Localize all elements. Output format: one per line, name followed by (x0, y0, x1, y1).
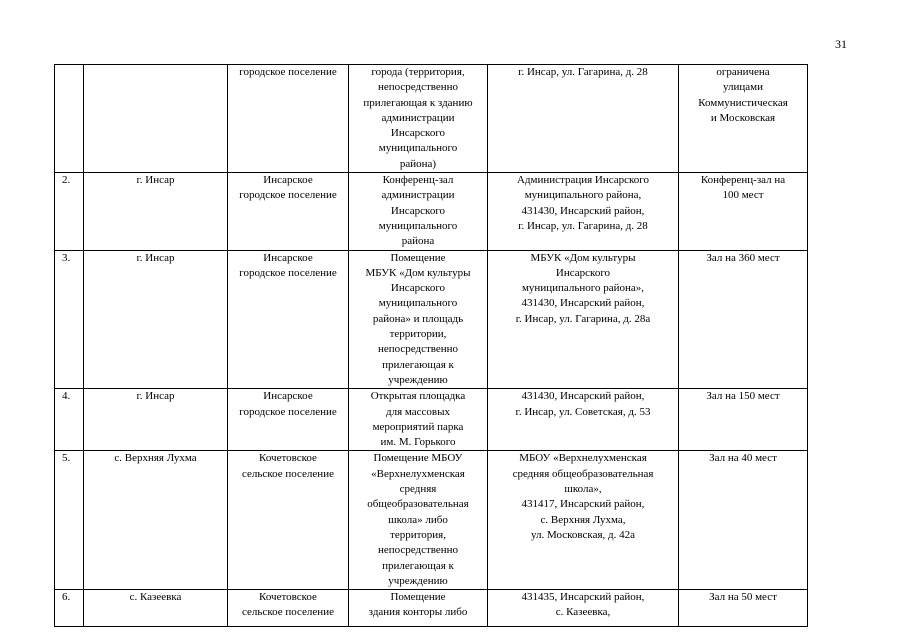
cell-line: Конференц-зал (382, 174, 454, 187)
cell-line: района (401, 235, 435, 248)
cell-line: ограничена (716, 66, 770, 78)
capacity-cell (679, 65, 808, 173)
cell-line: Зал на 150 мест (706, 390, 780, 403)
cell-line: 6. (62, 591, 71, 604)
capacity-cell (679, 173, 808, 250)
row-number-cell (55, 590, 84, 627)
locality-cell (84, 250, 228, 389)
table-row (55, 590, 808, 627)
capacity-cell (679, 590, 808, 627)
cell-line: прилегающая к зданию (363, 96, 473, 109)
cell-line: с. Казеевка (129, 591, 182, 604)
cell-line: муниципального района, (524, 189, 642, 202)
cell-line: сельское поселение (242, 467, 334, 480)
cell-line: Инсарского (555, 266, 611, 279)
capacity-cell (679, 250, 808, 389)
cell-line: с. Верхняя Лухма, (540, 513, 626, 526)
settlement-cell (228, 250, 349, 389)
cell-line: им. М. Горького (380, 436, 456, 449)
cell-line: МБУК «Дом культуры (530, 251, 636, 264)
cell-line: территория, (390, 528, 446, 541)
cell-line: Инсарское (263, 390, 313, 403)
cell-line: Инсарского (390, 282, 446, 295)
cell-line: улицами (722, 81, 763, 94)
cell-line: г. Инсар, ул. Гагарина, д. 28 (518, 66, 648, 78)
row-number-cell (55, 173, 84, 250)
cell-line: с. Верхняя Лухма (114, 452, 197, 465)
row-number-cell (55, 389, 84, 451)
address-cell (488, 173, 679, 250)
cell-line: 431430, Инсарский район, (521, 297, 645, 310)
venue-cell (349, 451, 488, 590)
cell-line: Помещение МБОУ (373, 452, 463, 465)
table-row (55, 173, 808, 250)
cell-line: средняя (399, 483, 437, 496)
cell-line: 431430, Инсарский район, (521, 204, 645, 217)
cell-line: Инсарского (390, 204, 446, 217)
cell-line: непосредственно (377, 544, 459, 557)
settlement-cell (228, 65, 349, 173)
cell-line: Зал на 50 мест (709, 591, 777, 604)
row-number-cell (55, 65, 84, 173)
address-cell (488, 451, 679, 590)
locality-cell (84, 65, 228, 173)
cell-line: Конференц-зал на (700, 174, 786, 187)
cell-line: прилегающая к (382, 358, 454, 371)
cell-line: Инсарского (390, 127, 446, 140)
venue-cell (349, 65, 488, 173)
cell-line: муниципального (378, 297, 458, 310)
cell-line: учреждению (388, 373, 448, 386)
settlement-cell (228, 173, 349, 250)
cell-line: школа», (564, 483, 602, 496)
locality-cell (84, 389, 228, 451)
cell-line: администрации (381, 111, 455, 124)
cell-line: прилегающая к (382, 559, 454, 572)
cell-line: г. Инсар, ул. Гагарина, д. 28 (518, 219, 648, 232)
cell-line: мероприятий парка (372, 420, 464, 433)
venue-cell (349, 590, 488, 627)
cell-line: общеобразовательная (367, 498, 469, 511)
venue-cell (349, 173, 488, 250)
venues-table-body (55, 65, 808, 627)
cell-line: непосредственно (377, 343, 459, 356)
cell-line: с. Казеевка, (555, 606, 611, 619)
cell-line: Помещение (390, 251, 446, 264)
locality-cell (84, 451, 228, 590)
table-row (55, 451, 808, 590)
cell-line: Зал на 360 мест (706, 251, 780, 264)
cell-line: муниципального (378, 219, 458, 232)
cell-line: Администрация Инсарского (516, 174, 650, 187)
cell-line: и Московская (710, 111, 776, 124)
cell-line: Зал на 40 мест (709, 452, 777, 465)
table-row (55, 250, 808, 389)
capacity-cell (679, 451, 808, 590)
cell-line: 100 мест (722, 189, 764, 202)
row-number-cell (55, 451, 84, 590)
address-cell (488, 389, 679, 451)
cell-line: городское поселение (239, 266, 337, 279)
venues-table (54, 64, 808, 627)
cell-line: городское поселение (239, 189, 337, 202)
address-cell (488, 250, 679, 389)
cell-line: ул. Московская, д. 42а (530, 528, 636, 541)
cell-line: территории, (389, 328, 447, 341)
cell-line: средняя общеобразовательная (512, 467, 654, 480)
cell-line: г. Инсар, ул. Советская, д. 53 (515, 405, 651, 418)
cell-line: района) (399, 157, 437, 170)
address-cell (488, 65, 679, 173)
cell-line: муниципального (378, 142, 458, 155)
cell-line: 2. (62, 174, 71, 187)
table-row (55, 389, 808, 451)
table-row (55, 65, 808, 173)
cell-line: района» и площадь (372, 312, 464, 325)
cell-line: 3. (62, 251, 71, 264)
cell-line: Кочетовское (259, 591, 317, 604)
cell-line: Инсарское (263, 251, 313, 264)
cell-line: непосредственно (377, 81, 459, 94)
row-number-cell (55, 250, 84, 389)
cell-line: г. Инсар (136, 251, 175, 264)
locality-cell (84, 590, 228, 627)
settlement-cell (228, 389, 349, 451)
settlement-cell (228, 590, 349, 627)
cell-line: Открытая площадка (370, 390, 466, 403)
capacity-cell (679, 389, 808, 451)
cell-line: МБУК «Дом культуры (365, 266, 471, 279)
cell-line: городское поселение (239, 405, 337, 418)
cell-line: Коммунистическая (698, 96, 788, 109)
cell-line: 431435, Инсарский район, (521, 591, 645, 604)
cell-line: города (территория, (371, 66, 465, 78)
settlement-cell (228, 451, 349, 590)
cell-line: 431430, Инсарский район, (521, 390, 645, 403)
cell-line: Кочетовское (259, 452, 317, 465)
cell-line: учреждению (388, 574, 448, 587)
locality-cell (84, 173, 228, 250)
cell-line: 431417, Инсарский район, (521, 498, 645, 511)
cell-line: для массовых (385, 405, 450, 418)
cell-line: МБОУ «Верхнелухменская (519, 452, 647, 465)
cell-line: здания конторы либо (368, 606, 468, 619)
cell-line: г. Инсар (136, 174, 175, 187)
address-cell (488, 590, 679, 627)
venue-cell (349, 250, 488, 389)
cell-line: муниципального района», (521, 282, 645, 295)
cell-line: г. Инсар (136, 390, 175, 403)
cell-line: Помещение (390, 591, 446, 604)
cell-line: «Верхнелухменская (371, 467, 465, 480)
cell-line: г. Инсар, ул. Гагарина, д. 28а (515, 312, 651, 325)
cell-line: сельское поселение (242, 606, 334, 619)
cell-line: администрации (381, 189, 455, 202)
cell-line: школа» либо (388, 513, 448, 526)
cell-line: городское поселение (239, 66, 337, 78)
cell-line: 5. (62, 452, 71, 465)
page-number: 31 (835, 37, 847, 51)
cell-line: 4. (62, 390, 71, 403)
venue-cell (349, 389, 488, 451)
cell-line: Инсарское (263, 174, 313, 187)
